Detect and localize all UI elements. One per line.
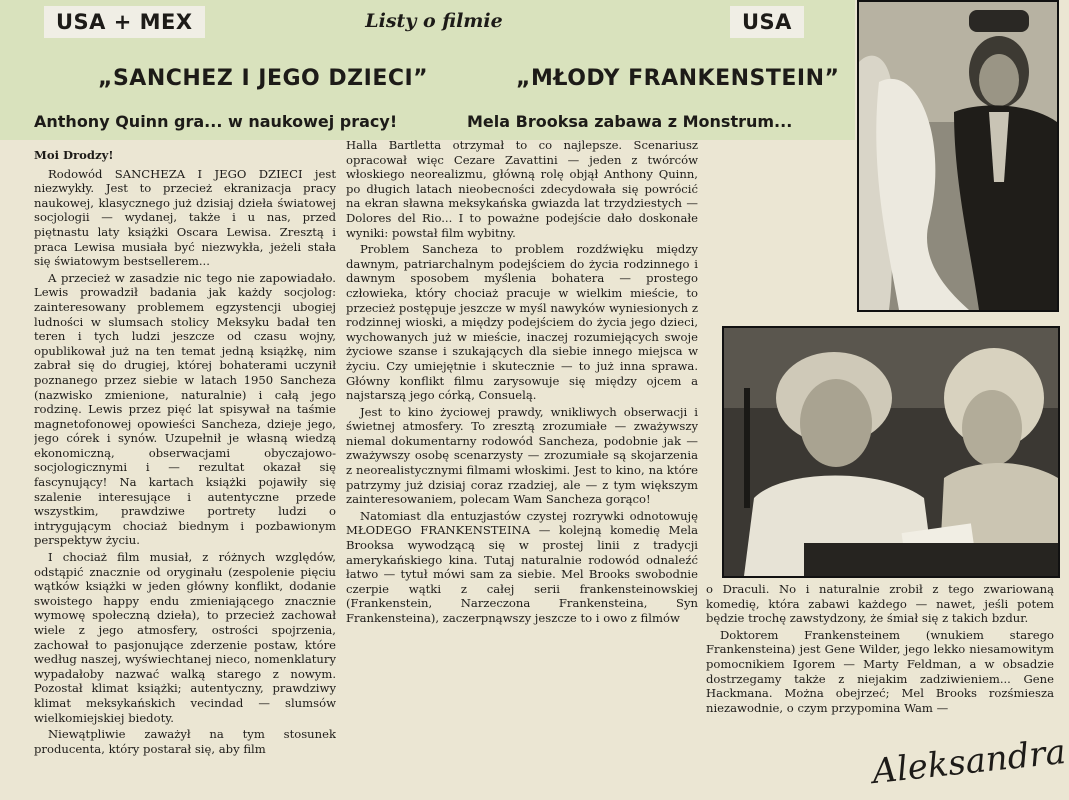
paragraph: I chociaż film musiał, z różnych względów, odstąpić znacznie od oryginału (zespolenie pięciu wątków książki w jeden główny konflikt, dodanie swoistego happy endu zmieniającego znacznie wymowę społeczną dzieła), to przecież zachował wiele z jego atmosfery, ostrości spojrzenia, zachował to pasjonujące zderzenie postaw, które według naszej, wyświechtanej nieco, nomenklatury wypadałoby nazwać walką starego z nowym. Pozostał klimat książki; autentyczny, prawdziwy klimat meksykańskich vecindad — slumsów wielkomiejskiej biedoty. (34, 550, 336, 725)
paragraph: Halla Bartletta otrzymał to co najlepsze. Scenariusz opracował więc Cezare Zavattini — jeden z twórców włoskiego neorealizmu, główną rolę objął Anthony Quinn, po długich latach nieobecności zdecydowała się powrócić na ekran sławna meksykańska gwiazda lat trzydziestych — Dolores del Rio... I to poważne podejście dało doskonałe wyniki: powstał film wybitny. (346, 138, 698, 240)
paragraph: Jest to kino życiowej prawdy, wnikliwych obserwacji i świetnej atmosfery. To zresztą zrozumiałe — zważywszy niemal dokumentarny rodowód Sancheza, podobnie jak — zważywszy osobę scenarzysty — zrozumiałe są skojarzenia z neorealistycznymi filmami włoskimi. Jest to kino, na które patrzymy już dzisiaj coraz rzadziej, ale — z tym większym zainteresowaniem, polecam Wam Sancheza gorąco! (346, 404, 698, 507)
paragraph: o Draculi. No i naturalnie zrobił z tego zwariowaną komedię, która zabawi każdego — nawet, jeśli potem będzie trochę zawstydzony, że śmiał się z takich bzdur. (706, 582, 1054, 626)
subtitle-sanchez: Anthony Quinn gra... w naukowej pracy! (34, 112, 398, 131)
headline-frankenstein: „MŁODY FRANKENSTEIN” (516, 66, 840, 91)
author-signature: Aleksandra (870, 731, 1068, 793)
paragraph: Natomiast dla entuzjastów czystej rozrywki odnotowuję MŁODEGO FRANKENSTEINA — kolejną komedię Mela Brooksa wywodzącą się w prostej linii z tradycji amerykańskiego kina. Tutaj naturalnie rodowód odnaleźć łatwo — tytuł mówi sam za siebie. Mel Brooks swobodnie czerpie wątki z całej serii frankensteinowskiej (Frankenstein, Narzeczona Frankensteina, Syn Frankensteina), zaczerpnąwszy jeszcze to i owo z filmów (346, 508, 698, 625)
photo-gene-wilder (722, 326, 1060, 578)
photo-anthony-quinn-image (859, 2, 1057, 310)
photo-gene-wilder-image (724, 328, 1058, 576)
article-column-2 (346, 138, 698, 798)
country-tag-left: USA + MEX (44, 6, 205, 38)
rubric-title: Listy o filmie (365, 10, 503, 32)
article-column-3 (706, 582, 1054, 750)
paragraph: Niewątpliwie zaważył na tym stosunek producenta, który postarał się, aby film (34, 727, 336, 756)
paragraph: Doktorem Frankensteinem (wnukiem starego Frankensteina) jest Gene Wilder, jego lekko niesamowitym pomocnikiem Igorem — Marty Feldman, a w obsadzie dostrzegamy także z niejakim zadziwieniem... Gene Hackmana. Można obejrzeć; Mel Brooks rozśmiesza niezawodnie, o czym przypomina Wam — (706, 627, 1054, 715)
paragraph: A przecież w zasadzie nic tego nie zapowiadało. Lewis prowadził badania jak każdy socjolog: zainteresowany problemem egzystencji ubogiej ludności w slumsach stolicy Meksyku badał ten teren i tych ludzi jeszcze od czasu wojny, opublikował już na ten temat jedną książkę, nim zabrał się do drugiej, której bohaterami uczynił poznanego przez siebie w latach 1950 Sancheza (nazwisko zmienione, naturalnie) i całą jego rodzinę. Lewis przez pięć lat spisywał na taśmie magnetofonowej opowieści Sancheza, dzieje jego, jego córek i synów. Uzupełnił je własną wiedzą ekonomiczną, obserwacjami obyczajowo-socjologicznymi i — rezultat okazał się fascynujący! Na kartach książki pojawiły się szalenie interesujące i autentyczne przede wszystkim, prawdziwe portrety ludzi o intrygującym chociaż biednym i pozbawionym perspektyw życiu. (34, 270, 336, 548)
subtitle-frankenstein: Mela Brooksa zabawa z Monstrum... (467, 112, 793, 131)
country-tag-right: USA (730, 6, 804, 38)
paragraph: Problem Sancheza to problem rozdźwięku między dawnym, patriarchalnym podejściem do życia rodzinnego i dawnym sposobem myślenia bohatera — prostego człowieka, który chociaż pracuje w wielkim mieście, to przecież postępuje jeszcze w myśl nawyków wyniesionych z rodzinnej wioski, a między podejściem do życia jego dzieci, wychowanych już w mieście, inaczej rozumiejących swoje życiowe szanse i szukających dla siebie innego miejsca w życiu. Czy umiejętnie i skutecznie — to już inna sprawa. Główny konflikt filmu zarysowuje się między ojcem a najstarszą jego córką, Consuelą. (346, 242, 698, 403)
article-column-1 (34, 148, 336, 798)
salutation: Moi Drodzy! (34, 148, 114, 162)
photo-anthony-quinn (857, 0, 1059, 312)
headline-sanchez: „SANCHEZ I JEGO DZIECI” (98, 66, 429, 91)
paragraph: Rodowód SANCHEZA I JEGO DZIECI jest niezwykły. Jest to przecież ekranizacja pracy naukowej, klasycznego już dzisiaj dzieła światowej socjologii — wydanej, także i u nas, przed piętnastu laty książki Oscara Lewisa. Zresztą i praca Lewisa musiała być niezwykła, jeżeli stała się światowym bestsellerem... (34, 166, 336, 269)
